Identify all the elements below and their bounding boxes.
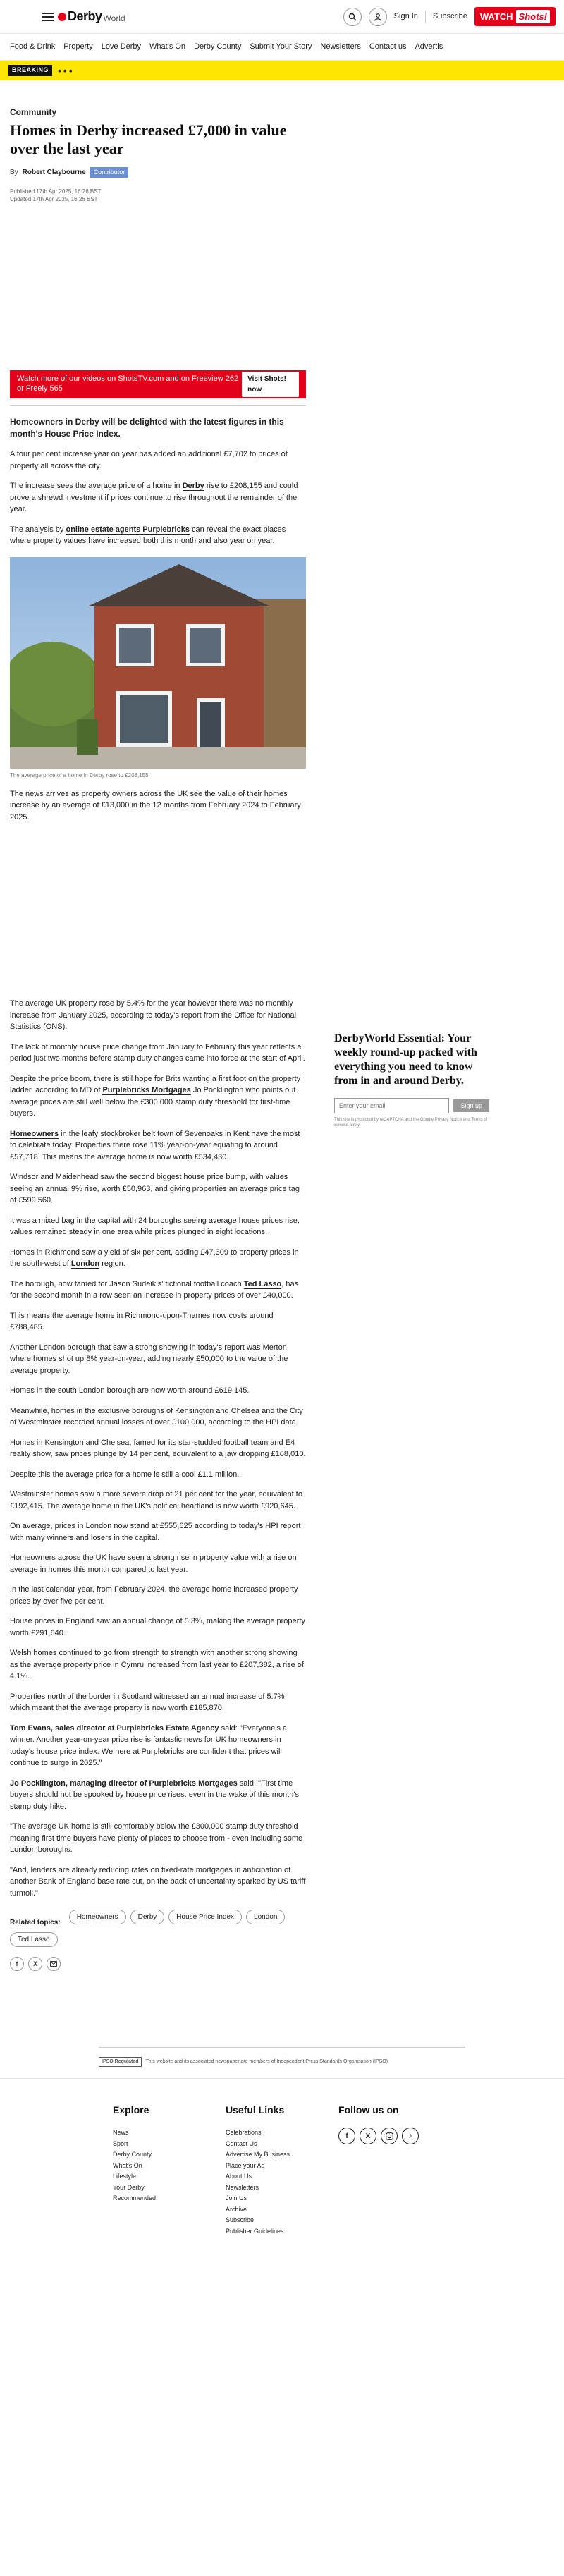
tag-ted-lasso[interactable]: Ted Lasso xyxy=(10,1932,58,1947)
paragraph: Homes in Richmond saw a yield of six per cent, adding £47,309 to property prices in the south-west of London region. xyxy=(10,1247,299,1269)
x-icon[interactable]: X xyxy=(360,2128,376,2144)
ipso-logo[interactable]: IPSO Regulated xyxy=(99,2057,142,2068)
footer-link[interactable]: Publisher Guidelines xyxy=(226,2227,284,2235)
footer-explore xyxy=(113,2103,226,2240)
paragraph: Welsh homes continued to go from strength to strength with another strong showing as the average property price in Cymru increased from last year to £207,382, a rise of 4.1%. xyxy=(10,1649,304,1681)
house-photo[interactable] xyxy=(10,557,306,769)
breaking-bar[interactable] xyxy=(0,61,564,80)
paragraph: Tom Evans, sales director at Purplebricks Estate Agency said: "Everyone's a winner. Another year-on-year price rise is fantastic news for UK homeowners in today's house price index. We here at Purplebricks are confident that prices will continue to surge in 2025." xyxy=(10,1723,288,1768)
nav-item-whats-on[interactable]: What's On xyxy=(149,42,186,51)
paragraph: The average UK property rose by 5.4% for the year however there was no monthly increase from January 2025, according to today's report from the Office for National Statistics (ONS). xyxy=(10,999,297,1032)
footer-link[interactable]: Sport xyxy=(113,2139,128,2147)
paragraph: The increase sees the average price of a home in Derby rise to £208,155 and could prove a shrewd investment if prices continue to rise throughout the remainder of the year. xyxy=(10,482,298,514)
site-logo[interactable] xyxy=(58,7,125,26)
newsletter-title: DerbyWorld Essential: Your weekly round-up packed with everything you need to know from in and around Derby. xyxy=(334,1032,477,1087)
related-topics-title: Related topics: xyxy=(10,1919,61,1927)
paragraph: A four per cent increase year on year has added an additional £7,702 to prices of property all across the city. xyxy=(10,450,288,470)
paragraph: Another London borough that saw a strong showing in today's report was Merton where homes shot up 8% year-on-year, adding nearly £50,000 to the value of the average property. xyxy=(10,1343,288,1375)
social-links xyxy=(338,2128,451,2144)
tag-derby[interactable]: Derby xyxy=(130,1910,165,1924)
logo-sub: World xyxy=(103,13,125,23)
paragraph: The analysis by online estate agents Purplebricks can reveal the exact places where property values have increased both this month and also year on year. xyxy=(10,525,286,546)
london-link[interactable]: London xyxy=(70,1259,100,1269)
nav-item-food-drink[interactable]: Food & Drink xyxy=(10,42,56,51)
published-date: Published 17th Apr 2025, 16:26 BST xyxy=(10,188,102,195)
ad-slot xyxy=(10,823,554,989)
logo-dot-icon xyxy=(58,13,66,21)
email-icon[interactable] xyxy=(47,1957,61,1971)
updated-date: Updated 17th Apr 2025, 16:26 BST xyxy=(10,196,98,203)
paragraph: The news arrives as property owners across the UK see the value of their homes increase by an average of £13,000 in the 12 months from February 2024 to February 2025. xyxy=(10,789,301,822)
x-icon[interactable]: X xyxy=(28,1957,42,1971)
footer-link[interactable]: News xyxy=(113,2129,129,2137)
main-nav xyxy=(0,34,564,61)
author-role-badge: Contributor xyxy=(90,167,129,178)
spacer xyxy=(0,1971,564,2047)
newsletter-form xyxy=(334,1098,489,1113)
article-body xyxy=(10,989,306,1971)
paragraph: Properties north of the border in Scotland witnessed an annual increase of 5.7% which meant that the average property is now worth £185,870. xyxy=(10,1692,285,1713)
sign-in-link[interactable]: Sign In xyxy=(393,12,418,21)
footer-link[interactable]: Place your Ad xyxy=(226,2161,265,2169)
footer-link[interactable]: What's On xyxy=(113,2161,142,2169)
paragraph: "And, lenders are already reducing rates on fixed-rate mortgages in anticipation of another Bank of England base rate cut, on the back of uncertainty sparked by US tariff turmoil." xyxy=(10,1865,306,1898)
paragraph: Meanwhile, homes in the exclusive boroughs of Kensington and Chelsea and the City of Westminster recorded annual losses of over £100,000, according to the HPI data. xyxy=(10,1406,303,1427)
recaptcha-notice: This site is protected by reCAPTCHA and the Google Privacy Notice and Terms of Service apply. xyxy=(334,1118,488,1128)
paragraph: Jo Pocklington, managing director of Purplebricks Mortgages said: "First time buyers should not be spooked by house price rises, even in the wake of this month's stamp duty hike. xyxy=(10,1778,299,1811)
shots-brand: Shots! xyxy=(516,10,550,24)
article-kicker[interactable]: Community xyxy=(10,107,56,117)
byline-prefix: By xyxy=(10,169,18,177)
byline xyxy=(10,167,306,178)
ad-slot xyxy=(10,204,306,370)
watch-shots-button[interactable] xyxy=(474,7,556,27)
paragraph: Despite this the average price for a home is still a cool £1.1 million. xyxy=(10,1470,240,1479)
paragraph: In the last calendar year, from February 2024, the average home increased property prices by over five per cent. xyxy=(10,1585,298,1606)
paragraph: Homes in the south London borough are now worth around £619,145. xyxy=(10,1386,250,1396)
paragraph: Despite the price boom, there is still hope for Brits wanting a first foot on the property ladder, according to MD of Purplebricks Mortgages Jo Pocklington who points out average prices are still well below the £300,000 stamp duty threshold for first-time buyers. xyxy=(10,1074,301,1118)
paragraph: Homeowners in the leafy stockbroker belt town of Sevenoaks in Kent have the most to celebrate today. Properties there rose 11% year-on-year equating to around £57,718. This means the average home is now worth £534,430. xyxy=(10,1129,300,1161)
house-illustration xyxy=(10,557,306,769)
newsletter-signup xyxy=(334,1032,489,1129)
paragraph: On average, prices in London now stand at £555,625 according to today's HPI report with many winners and losers in the capital. xyxy=(10,1522,301,1542)
top-bar xyxy=(0,0,564,34)
article-title: Homes in Derby increased £7,000 in value over the last year xyxy=(10,121,287,158)
paragraph: Homeowners across the UK have seen a strong rise in property value with a rise on average in homes this month compared to last year. xyxy=(10,1553,297,1574)
search-icon[interactable] xyxy=(343,8,362,26)
derby-link[interactable]: Derby xyxy=(182,482,204,491)
footer-link[interactable]: Contact Us xyxy=(226,2139,257,2147)
paragraph: The borough, now famed for Jason Sudeikis' fictional football coach Ted Lasso, has for the second month in a row seen an increase in property prices of over £40,000. xyxy=(10,1279,299,1300)
tag-homeowners[interactable]: Homeowners xyxy=(69,1910,126,1924)
paragraph: Homes in Kensington and Chelsea, famed for its star-studded football team and E4 reality show, saw prices plunge by 14 per cent, equivalent to a jaw dropping £168,010. xyxy=(10,1438,306,1459)
ipso-notice xyxy=(99,2047,465,2075)
video-promo-banner[interactable] xyxy=(10,370,306,398)
share-buttons xyxy=(10,1957,306,1971)
facebook-icon[interactable]: f xyxy=(338,2128,355,2144)
nav-item-newsletters[interactable]: Newsletters xyxy=(320,42,361,51)
article-body-layout xyxy=(10,989,554,1971)
paragraph: This means the average home in Richmond-upon-Thames now costs around £788,485. xyxy=(10,1311,274,1332)
author-link[interactable]: Robert Claybourne xyxy=(22,169,86,177)
tiktok-icon[interactable]: ♪ xyxy=(402,2128,419,2144)
account-icon[interactable] xyxy=(369,8,387,26)
nav-item-derby-county[interactable]: Derby County xyxy=(194,42,242,51)
paragraph: Westminster homes saw a more severe drop of 21 per cent for the year, equivalent to £192,415. The average home in the UK's political heartland is now worth £920,645. xyxy=(10,1490,302,1510)
nav-item-submit-story[interactable]: Submit Your Story xyxy=(250,42,312,51)
watch-label: WATCH xyxy=(479,11,513,22)
footer-link[interactable]: Join Us xyxy=(226,2195,247,2202)
instagram-icon[interactable] xyxy=(381,2128,398,2144)
purplebricks-link[interactable]: online estate agents Purplebricks xyxy=(66,525,190,534)
nav-item-contact-us[interactable]: Contact us xyxy=(369,42,407,51)
site-header xyxy=(0,0,564,80)
footer-link[interactable]: Your Derby xyxy=(113,2183,145,2191)
purplebricks-mortgages-link[interactable]: Purplebricks Mortgages xyxy=(102,1086,191,1095)
tag-london[interactable]: London xyxy=(246,1910,285,1924)
header-divider xyxy=(425,11,426,23)
nav-item-love-derby[interactable]: Love Derby xyxy=(101,42,142,51)
article xyxy=(10,106,306,823)
footer-link[interactable]: About Us xyxy=(226,2173,252,2180)
paragraph: "The average UK home is still comfortably below the £300,000 stamp duty threshold meaning first time buyers have plenty of places to choose from - even including some London boroughs. xyxy=(10,1822,303,1855)
divider xyxy=(10,405,306,406)
subscribe-link[interactable]: Subscribe xyxy=(432,12,467,21)
footer-explore-title: Explore xyxy=(113,2104,149,2116)
facebook-icon[interactable]: f xyxy=(10,1957,24,1971)
site-footer xyxy=(0,2078,564,2240)
ted-lasso-link[interactable]: Ted Lasso xyxy=(243,1279,282,1288)
logo-main: Derby xyxy=(68,9,102,23)
article-standfirst: Homeowners in Derby will be delighted with the latest figures in this month's House Price Index. xyxy=(10,416,284,439)
paragraph: Windsor and Maidenhead saw the second biggest house price bump, with values seeing an annual 9% rise, worth £50,963, and giving properties an average price tag of £599,560. xyxy=(10,1173,300,1205)
menu-icon[interactable] xyxy=(42,13,54,21)
visit-shots-button[interactable]: Visit Shots! now xyxy=(242,372,299,397)
footer-link[interactable]: Newsletters xyxy=(226,2183,259,2191)
footer-follow xyxy=(338,2103,451,2240)
article-dates xyxy=(10,188,306,203)
tag-house-price-index[interactable]: House Price Index xyxy=(168,1910,242,1924)
paragraph: House prices in England saw an annual change of 5.3%, making the average property worth £291,640. xyxy=(10,1617,305,1637)
homeowners-link[interactable]: Homeowners xyxy=(10,1129,59,1138)
paragraph: The lack of monthly house price change from January to February this year reflects a period just two months before stamp duty changes came into force at the start of April. xyxy=(10,1042,305,1063)
footer-useful-title: Useful Links xyxy=(226,2104,285,2116)
photo-caption: The average price of a home in Derby rose to £208,155 xyxy=(10,771,149,779)
main-content xyxy=(0,106,564,1971)
related-topics xyxy=(10,1906,306,1947)
paragraph: It was a mixed bag in the capital with 24 boroughs seeing average house prices rise, values remained steady in one area while prices plunged in eight locations. xyxy=(10,1216,300,1237)
footer-link[interactable]: Subscribe xyxy=(226,2216,255,2224)
footer-follow-title: Follow us on xyxy=(338,2104,399,2116)
footer-link[interactable]: Recommended xyxy=(113,2195,157,2202)
header-actions xyxy=(343,7,556,27)
nav-item-advertise[interactable]: Advertis xyxy=(415,42,443,51)
footer-link[interactable]: Celebrations xyxy=(226,2129,262,2137)
footer-link[interactable]: Derby County xyxy=(113,2151,152,2159)
promo-text: Watch more of our videos on ShotsTV.com and on Freeview 262 or Freely 565 xyxy=(17,374,239,393)
email-field[interactable] xyxy=(334,1098,449,1113)
sign-up-button[interactable]: Sign up xyxy=(453,1099,489,1112)
footer-link[interactable]: Advertise My Business xyxy=(226,2151,290,2159)
footer-link[interactable]: Archive xyxy=(226,2205,247,2213)
footer-link[interactable]: Lifestyle xyxy=(113,2173,137,2180)
footer-useful-links xyxy=(226,2103,338,2240)
article-figure xyxy=(10,557,306,780)
nav-item-property[interactable]: Property xyxy=(63,42,93,51)
breaking-dots: ••• xyxy=(58,64,75,76)
breaking-label: BREAKING xyxy=(8,65,52,76)
ipso-text: This website and its associated newspaper are members of Independent Press Standards Organisation (IPSO) xyxy=(145,2058,388,2064)
